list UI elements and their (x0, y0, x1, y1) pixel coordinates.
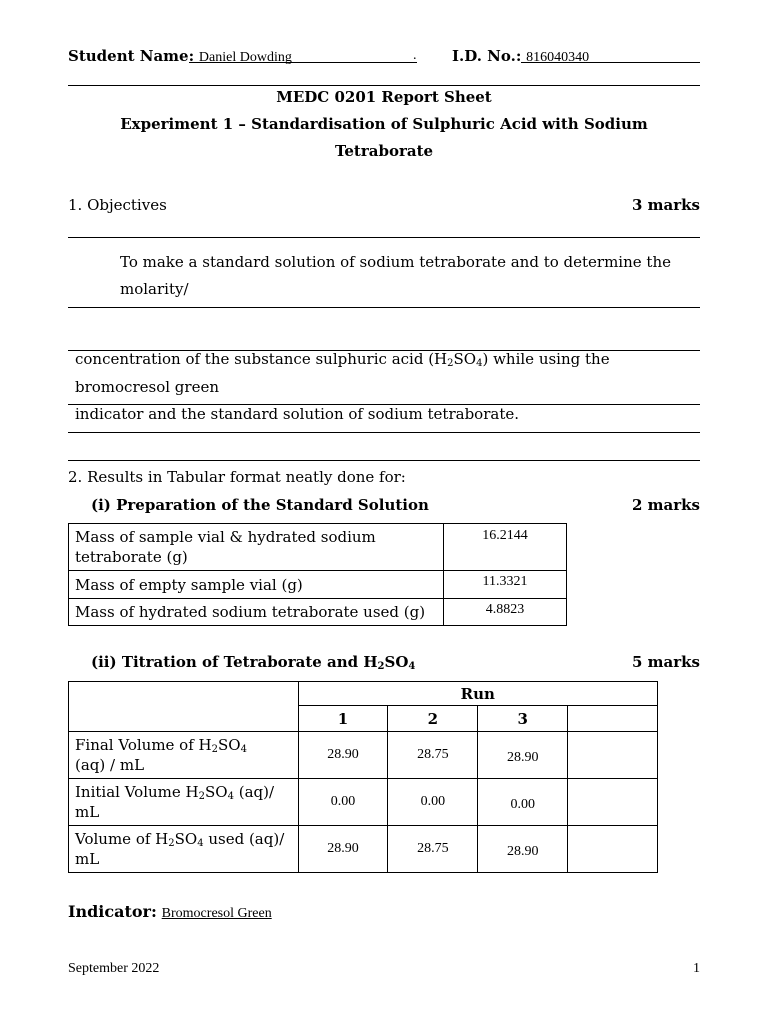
indicator-value: Bromocresol Green (161, 906, 272, 921)
run-col-1: 1 (298, 706, 388, 732)
id-field (452, 47, 589, 66)
table-cell-value (568, 732, 658, 779)
table-cell-label: Mass of sample vial & hydrated sodium tetraborate (g) (69, 524, 444, 571)
objectives-text-2: molarity/ (120, 280, 189, 298)
table-cell-label: Mass of empty sample vial (g) (69, 571, 444, 599)
table-cell-label: Volume of $H_2SO_4$ used (aq)/ mL (69, 826, 299, 873)
table-cell-value: 11.3321 (444, 571, 567, 599)
prep-heading: (i) Preparation of the Standard Solution (91, 496, 429, 514)
run-col-4 (568, 706, 658, 732)
table-cell-label: Initial Volume $H_2SO_4$ (aq)/ mL (69, 779, 299, 826)
student-name-underline (189, 62, 417, 63)
id-underline (521, 62, 700, 63)
divider (68, 85, 700, 86)
run-col-3: 3 (478, 706, 568, 732)
titration-marks: 5 marks (632, 653, 700, 671)
report-title: MEDC 0201 Report Sheet (276, 88, 492, 106)
table-cell-value: 16.2144 (444, 524, 567, 571)
table-cell-value: 28.90 (298, 732, 388, 779)
answer-line (68, 307, 700, 308)
table-cell-value: 28.90 (298, 826, 388, 873)
indicator-label: Indicator: (68, 902, 157, 921)
table-cell-value (568, 779, 658, 826)
table-cell-value: 28.90 (478, 826, 568, 873)
table-row (69, 779, 658, 826)
table-cell-value: 0.00 (478, 779, 568, 826)
table-corner-cell (69, 682, 299, 732)
table-row (69, 571, 567, 599)
student-header (68, 47, 708, 67)
run-header: Run (298, 682, 657, 706)
table-cell-value (568, 826, 658, 873)
student-name-value: Daniel Dowding (198, 50, 292, 65)
experiment-title-line2: Tetraborate (334, 142, 434, 160)
prep-marks: 2 marks (632, 496, 700, 514)
footer-date: September 2022 (68, 961, 160, 976)
titration-table (68, 681, 658, 873)
table-cell-value: 0.00 (388, 779, 478, 826)
student-name-trail: . (413, 48, 417, 63)
objectives-text-3: concentration of the substance sulphuric acid $(H_2SO_4)$ while using the (75, 350, 610, 369)
student-name-label: Student Name: (68, 47, 195, 65)
table-cell-value: 4.8823 (444, 599, 567, 626)
page-number: 1 (693, 961, 700, 976)
table-cell-label: Mass of hydrated sodium tetraborate used (g) (69, 599, 444, 626)
objectives-text-4: bromocresol green (75, 378, 219, 396)
objectives-text-5: indicator and the standard solution of sodium tetraborate. (75, 405, 519, 423)
table-row (69, 732, 658, 779)
answer-line (68, 432, 700, 433)
table-row (69, 826, 658, 873)
table-row (69, 599, 567, 626)
indicator-field (68, 902, 272, 922)
prep-table (68, 523, 567, 626)
table-cell-value: 28.75 (388, 732, 478, 779)
table-cell-label: Final Volume of $H_2SO_4$ (aq) / mL (69, 732, 299, 779)
id-value: 816040340 (526, 50, 590, 65)
titration-heading: (ii) Titration of Tetraborate and $H_2SO_4$ (91, 653, 416, 672)
answer-line (68, 460, 700, 461)
objectives-marks: 3 marks (632, 196, 700, 214)
answer-line (68, 237, 700, 238)
objectives-text-1: To make a standard solution of sodium tetraborate and to determine the (120, 253, 671, 271)
results-heading: 2. Results in Tabular format neatly done for: (68, 468, 406, 486)
table-cell-value: 0.00 (298, 779, 388, 826)
table-header-row (69, 682, 658, 706)
table-cell-value: 28.75 (388, 826, 478, 873)
table-row (69, 524, 567, 571)
experiment-title-line1: Experiment 1 – Standardisation of Sulphuric Acid with Sodium (120, 115, 648, 133)
objectives-heading: 1. Objectives (68, 196, 167, 214)
id-label: I.D. No.: (452, 47, 522, 65)
table-cell-value: 28.90 (478, 732, 568, 779)
run-col-2: 2 (388, 706, 478, 732)
